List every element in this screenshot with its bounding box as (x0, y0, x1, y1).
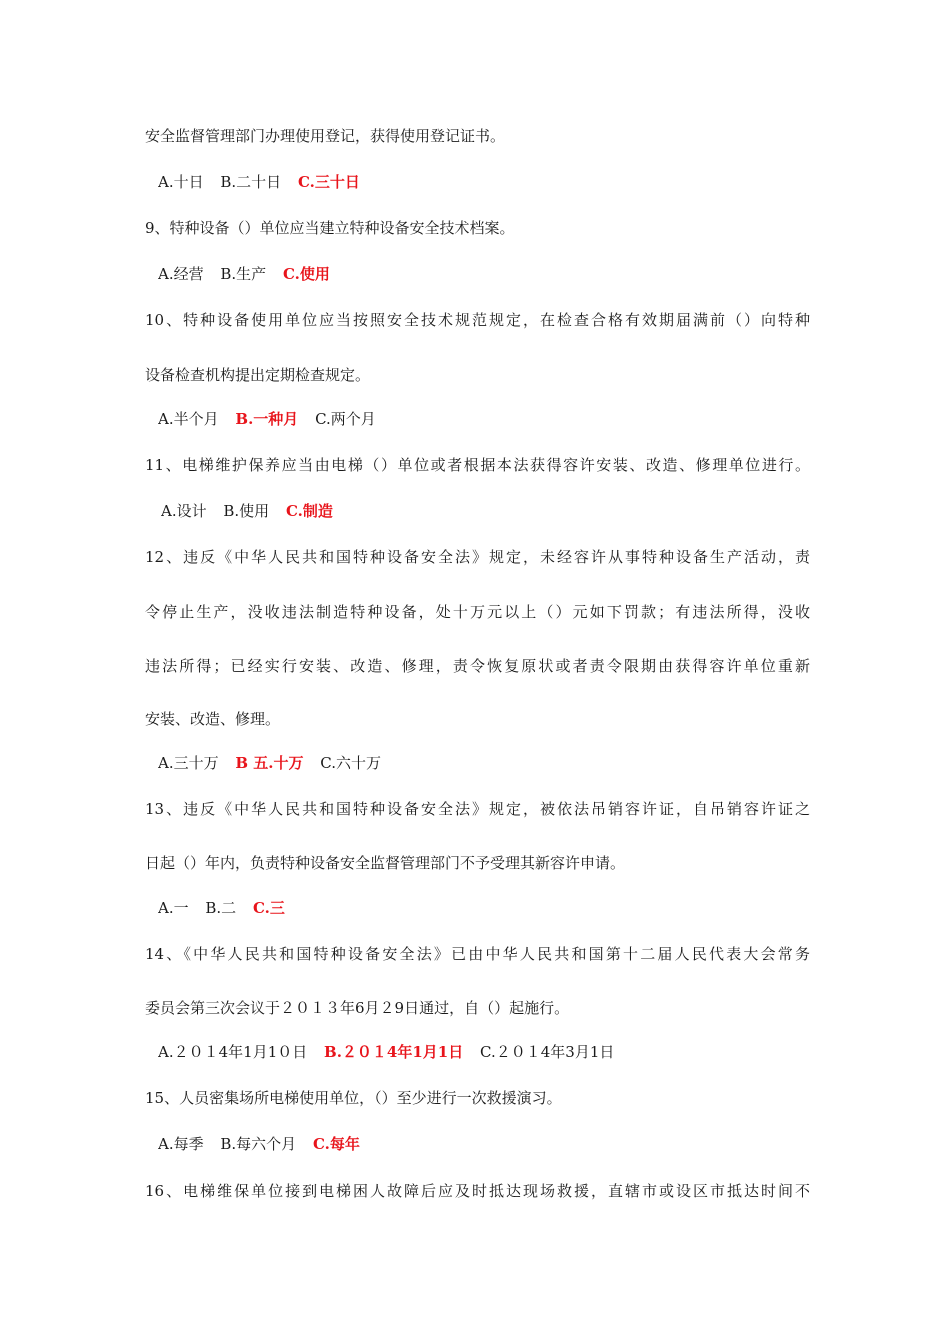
question-14-cont: 委员会第三次会议于２０１３年6月２9日通过，自（）起施行。 (145, 999, 570, 1017)
option-a: A.三十万 (158, 754, 219, 772)
option-b: B.二十日 (220, 173, 282, 191)
options-q13 (158, 898, 823, 918)
option-a: A.半个月 (158, 410, 219, 428)
option-c: C.两个月 (315, 410, 376, 428)
question-10: 10、特种设备使用单位应当按照安全技术规范规定，在检查合格有效期届满前（）向特种 (145, 311, 810, 329)
question-14: 14、《中华人民共和国特种设备安全法》已由中华人民共和国第十二届人民代表大会常务 (145, 945, 810, 963)
options-q9 (158, 264, 823, 284)
option-c-answer: C.使用 (282, 265, 330, 283)
question-13-cont: 日起（）年内，负责特种设备安全监督管理部门不予受理其新容许申请。 (145, 854, 626, 872)
options-q11 (161, 501, 826, 521)
option-b-answer: B.一种月 (235, 410, 299, 428)
option-c-answer: C.三十日 (297, 173, 360, 191)
option-b-answer: B.２０１4年1月1日 (324, 1043, 464, 1061)
question-15: 15、人员密集场所电梯使用单位，（）至少进行一次救援演习。 (145, 1089, 562, 1107)
option-c: C.六十万 (320, 754, 382, 772)
question-16: 16、电梯维保单位接到电梯困人故障后应及时抵达现场救援，直辖市或设区市抵达时间不 (145, 1182, 810, 1200)
option-a: A.经营 (158, 265, 204, 283)
option-a: A.设计 (161, 502, 207, 520)
question-12: 12、违反《中华人民共和国特种设备安全法》规定，未经容许从事特种设备生产活动，责 (145, 548, 810, 566)
options-q12 (158, 753, 823, 773)
question-12-cont: 令停止生产，没收违法制造特种设备，处十万元以上（）元如下罚款；有违法所得，没收 (145, 603, 810, 621)
options-q10 (158, 409, 823, 429)
option-b-answer: B 五.十万 (235, 754, 304, 772)
question-12-cont: 安装、改造、修理。 (145, 710, 281, 728)
option-a: A.２０１4年1月1０日 (158, 1043, 308, 1061)
paragraph-line: 安全监督管理部门办理使用登记，获得使用登记证书。 (145, 127, 506, 145)
option-b: B.使用 (223, 502, 270, 520)
question-10-cont: 设备检查机构提出定期检查规定。 (145, 366, 371, 384)
option-b: B.每六个月 (220, 1135, 297, 1153)
option-c-answer: C.每年 (312, 1135, 360, 1153)
question-9: 9、特种设备（）单位应当建立特种设备安全技术档案。 (145, 219, 515, 237)
option-c: C.２０１4年3月1日 (480, 1043, 615, 1061)
question-13: 13、违反《中华人民共和国特种设备安全法》规定，被依法吊销容许证，自吊销容许证之 (145, 800, 810, 818)
option-a: A.一 (158, 899, 189, 917)
options-q14 (158, 1042, 823, 1062)
option-a: A.每季 (158, 1135, 204, 1153)
option-c-answer: C.三 (252, 899, 285, 917)
option-b: B.二 (205, 899, 237, 917)
question-11: 11、电梯维护保养应当由电梯（）单位或者根据本法获得容许安装、改造、修理单位进行。 (145, 456, 810, 474)
option-c-answer: C.制造 (285, 502, 333, 520)
option-a: A.十日 (158, 173, 204, 191)
option-b: B.生产 (220, 265, 267, 283)
options-q8 (158, 172, 823, 192)
question-12-cont: 违法所得；已经实行安装、改造、修理，责令恢复原状或者责令限期由获得容许单位重新 (145, 657, 810, 675)
options-q15 (158, 1134, 823, 1154)
